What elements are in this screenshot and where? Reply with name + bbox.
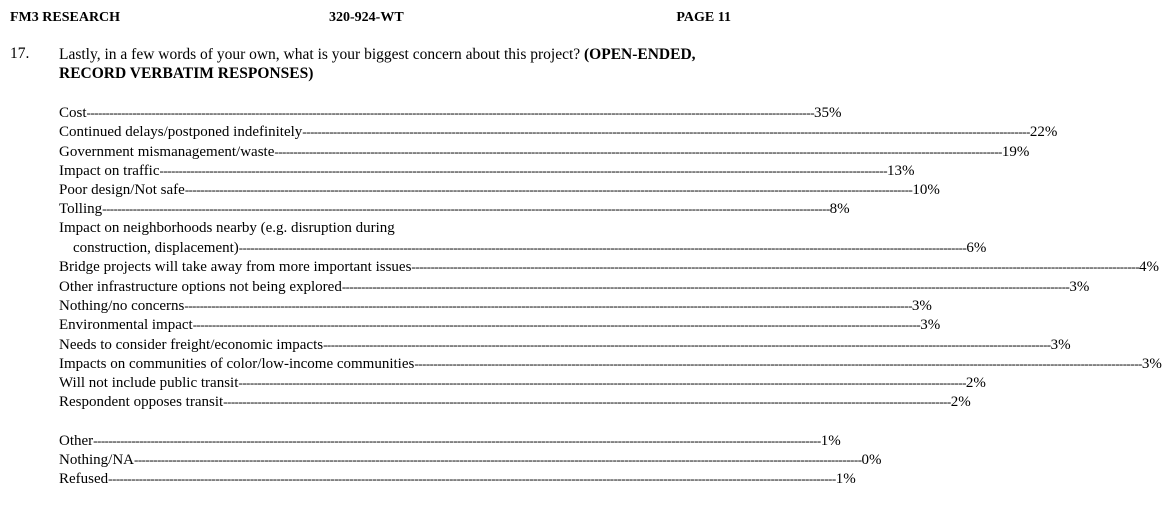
response-value: 0% (861, 452, 882, 469)
leader-dashes: ---------------------------------------------------------------------------------------------------------------------------------------------------------------------------------------------- (341, 278, 1070, 294)
leader-dashes: ---------------------------------------------------------------------------------------------------------------------------------------------------------------------------------------------- (159, 162, 888, 178)
header-page-number: PAGE 11 (676, 10, 731, 25)
response-label: Nothing/NA (59, 452, 134, 469)
leader-dashes: ---------------------------------------------------------------------------------------------------------------------------------------------------------------------------------------------- (274, 143, 1002, 159)
response-row (59, 103, 842, 122)
response-value: 6% (966, 240, 987, 257)
response-row (59, 392, 971, 411)
response-value: 1% (835, 471, 856, 488)
response-row (59, 315, 941, 334)
question-number: 17. (10, 45, 30, 62)
leader-dashes: ---------------------------------------------------------------------------------------------------------------------------------------------------------------------------------------------- (86, 105, 815, 120)
leader-dashes: ---------------------------------------------------------------------------------------------------------------------------------------------------------------------------------------------- (184, 297, 912, 313)
leader-dashes: ---------------------------------------------------------------------------------------------------------------------------------------------------------------------------------------------- (302, 124, 1030, 140)
response-label: Government mismanagement/waste (59, 143, 275, 160)
leader-dashes: ---------------------------------------------------------------------------------------------------------------------------------------------------------------------------------------------- (93, 432, 821, 448)
response-label-continued: construction, displacement) (73, 240, 239, 257)
response-label: Cost (59, 105, 87, 121)
response-value: 2% (950, 394, 971, 411)
response-value: 8% (829, 201, 850, 218)
leader-dashes: ---------------------------------------------------------------------------------------------------------------------------------------------------------------------------------------------- (102, 201, 830, 217)
response-label: Bridge projects will take away from more important issues (59, 259, 412, 276)
response-row (59, 161, 915, 180)
response-value: 3% (1141, 355, 1162, 372)
response-row (59, 257, 1159, 276)
response-row-first-line (59, 219, 634, 238)
response-label: Impact on neighborhoods nearby (e.g. disruption during (59, 219, 395, 236)
response-row (59, 335, 1071, 354)
response-label: Other (59, 432, 94, 449)
response-label: Poor design/Not safe (59, 182, 185, 199)
question-instruction: (OPEN-ENDED, RECORD VERBATIM RESPONSES) (59, 46, 696, 82)
response-label: Refused (59, 471, 109, 488)
leader-dashes: ---------------------------------------------------------------------------------------------------------------------------------------------------------------------------------------------- (223, 394, 951, 410)
response-label: Nothing/no concerns (59, 297, 185, 314)
response-label: Will not include public transit (59, 375, 239, 392)
response-value: 3% (1069, 278, 1090, 295)
response-value: 4% (1138, 259, 1159, 276)
header-org: FM3 RESEARCH (10, 10, 121, 25)
response-row (59, 142, 1030, 161)
response-row (59, 122, 1058, 141)
response-list (59, 103, 1162, 489)
response-row (59, 199, 850, 218)
response-value: 2% (965, 375, 986, 392)
response-row (59, 238, 987, 257)
leader-dashes: ---------------------------------------------------------------------------------------------------------------------------------------------------------------------------------------------- (192, 317, 921, 333)
response-label: Other infrastructure options not being explored (59, 278, 342, 295)
leader-dashes: ---------------------------------------------------------------------------------------------------------------------------------------------------------------------------------------------- (108, 471, 836, 487)
response-row (59, 296, 932, 315)
leader-dashes: ---------------------------------------------------------------------------------------------------------------------------------------------------------------------------------------------- (184, 182, 913, 198)
response-value: 3% (1050, 336, 1071, 353)
other-response-row (59, 450, 882, 469)
response-label: Tolling (59, 201, 103, 218)
leader-dashes: ---------------------------------------------------------------------------------------------------------------------------------------------------------------------------------------------- (238, 240, 967, 256)
response-value: 19% (1001, 143, 1030, 160)
response-value: 3% (920, 317, 941, 334)
response-value: 10% (912, 182, 940, 199)
response-value: 3% (911, 297, 932, 314)
response-label: Impacts on communities of color/low-income communities (59, 355, 415, 372)
leader-dashes: ---------------------------------------------------------------------------------------------------------------------------------------------------------------------------------------------- (323, 336, 1051, 352)
response-row (59, 180, 940, 199)
leader-dashes: ---------------------------------------------------------------------------------------------------------------------------------------------------------------------------------------------- (411, 259, 1139, 275)
response-label: Continued delays/postponed indefinitely (59, 124, 303, 141)
header-project-code: 320-924-WT (329, 10, 404, 25)
response-value: 13% (887, 162, 915, 179)
section-spacer (59, 412, 634, 431)
response-row (59, 373, 986, 392)
response-label: Needs to consider freight/economic impacts (59, 336, 324, 353)
response-value: 1% (820, 432, 841, 449)
leader-dashes: ---------------------------------------------------------------------------------------------------------------------------------------------------------------------------------------------- (414, 355, 1142, 371)
leader-dashes: ---------------------------------------------------------------------------------------------------------------------------------------------------------------------------------------------- (238, 375, 966, 391)
question-text (59, 45, 739, 83)
other-response-row (59, 431, 841, 450)
response-label: Environmental impact (59, 317, 193, 334)
response-value: 22% (1029, 124, 1058, 141)
response-value: 35% (814, 105, 842, 121)
response-label: Impact on traffic (59, 162, 160, 179)
response-row (59, 354, 1162, 373)
response-row (59, 277, 1090, 296)
response-label: Respondent opposes transit (59, 394, 224, 411)
question-prompt: Lastly, in a few words of your own, what is your biggest concern about this project? (59, 46, 581, 63)
leader-dashes: ---------------------------------------------------------------------------------------------------------------------------------------------------------------------------------------------- (134, 452, 862, 468)
other-response-row (59, 469, 856, 488)
